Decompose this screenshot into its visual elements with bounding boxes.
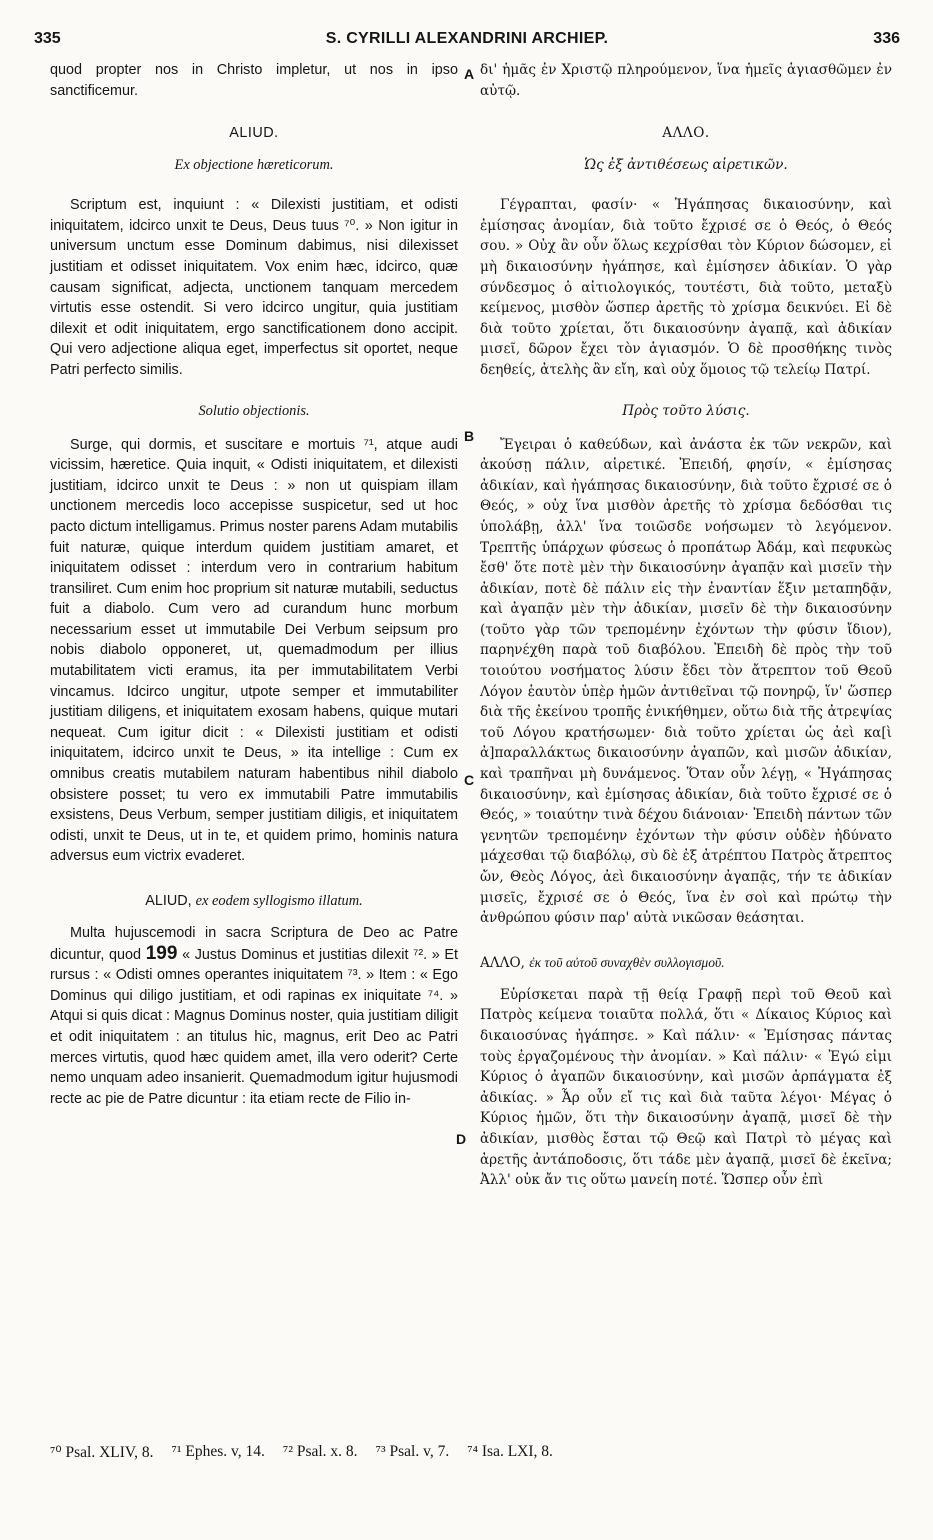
latin-column — [50, 60, 458, 1109]
column-number: 199 — [145, 942, 178, 964]
latin-paragraph-3 — [50, 923, 458, 1109]
marker-c: C — [464, 772, 475, 788]
greek-paragraph-1: Γέγραπται, φασίν· « Ἠγάπησας δικαιοσύνην, καὶ ἐμίσησας ἀνομίαν, διὰ τοῦτο ἔχρισέ σε ὁ Θεός, ὁ Θεός σου. » Οὐχ ἂν οὖν ὅλως κεχρίσθαι τὸν Κύριον δώσομεν, εἰ μὴ δικαιοσύνην ἠγάπησε, καὶ ἐμίσησεν ἀδικίαν. Ὁ γὰρ σύνδεσμος ὁ αἰτιολογικός, τουτέστι, διὰ τοῦτο, μεταξὺ κείμενος, μισθὸν ὥσπερ ἀρετῆς τὸ χρίσμα δεικνύει. Εἰ δὲ διὰ τοῦτο χρίεται, ὅτι δικαιοσύνην ἀγαπᾷ, καὶ ἀδικίαν μισεῖ, δῶρον ἔχει τὸν ἁγιασμόν. Ὁ δὲ προσθήκης τινὸς δεηθείς, ἀτελὴς ἂν εἴη, καὶ οὐχ ὅμοιος τῷ τελείῳ Πατρί. — [480, 197, 892, 378]
latin-aliud2-subtitle: ex eodem syllogismo illatum. — [195, 893, 363, 909]
latin-paragraph-2: Surge, qui dormis, et suscitare e mortuis ⁷¹, atque audi vicissim, hæretice. Quia inquit, « Odisti iniquitatem, et dilexisti justitiam, idcirco unxit te Deus : » non ut quispiam illam unctionem mercedis loco accepisse suspicetur, sed ut hoc pacto dictum intelligamus. Primus noster parens Adam mutabilis fuit naturæ, quique interdum quidem justitiam amaret, et iniquitatem odisset : interdum vero in contrarium habitum transiliret. Cum enim hoc proprium sit naturæ mutabili, seductus fuit a diabolo. Cum vero ad curandum hunc morbum necessarium esset ut immutabile Dei Verbum seipsum pro nobis diabolo opponeret, ut, quemadmodum per illius mutabilitatem victi eramus, ita per immutabilitatem Verbi vincamus. Idcirco ungitur, utpote semper et immutabiliter justitiam diligens, et iniquitatem exosam habens, quique mutari nequeat. Cum igitur dicit : « Dilexisti justitiam et odisti iniquitatem, idcirco unxit te Deus, » ita intellige : Cum ex omnibus creatis mutabilem naturam habentibus nihil diabolo obsistere posset; tu vero ex immutabili Patre immutabilis exsistens, Deus Verbum, semper justitiam diligis, et iniquitatem odisti, unxit te Deus, ut in te, et quidem primo, hominis natura adversus eum victrix evaderet. — [50, 436, 458, 865]
greek-intro: δι' ἡμᾶς ἐν Χριστῷ πληρούμενον, ἵνα ἡμεῖς ἁγιασθῶμεν ἐν αὐτῷ. — [480, 62, 892, 99]
greek-allo2-heading — [480, 953, 892, 973]
running-title: S. CYRILLI ALEXANDRINI ARCHIEP. — [325, 30, 609, 47]
latin-paragraph-3-start: Multa hujuscemodi in sacra Scriptura de Deo ac Patre dicuntur, quod — [50, 925, 458, 963]
marker-a: A — [464, 66, 475, 82]
greek-allo-title: ΑΛΛΟ. — [662, 125, 710, 142]
footnotes — [50, 1443, 900, 1462]
greek-allo2-subtitle: ἐκ τοῦ αὐτοῦ συναχθὲν συλλογισμοῦ. — [529, 954, 725, 970]
greek-paragraph-2: Ἔγειραι ὁ καθεύδων, καὶ ἀνάστα ἐκ τῶν νεκρῶν, καὶ ἀκούσῃ πάλιν, αἱρετικέ. Ἐπειδή, φησίν, « ἐμίσησας ἀδικίαν, καὶ ἠγάπησας δικαιοσύνην, διὰ τοῦτο ἔχρισέ σε ὁ Θεός, » οὐχ ἵνα μισθὸν ἀρετῆς τὸ χρίσμα δεδόσθαι τις ὑπολάβῃ, ἀλλ' ἵνα τοιῶσδε νοήσωμεν τὸ λεγόμενον. Τρεπτῆς ὑπάρχων φύσεως ὁ προπάτωρ Ἀδάμ, καὶ πεφυκὼς ἔσθ' ὅτε ποτὲ μὲν τὴν δικαιοσύνην ἀγαπᾷν καὶ μισεῖν τὴν ἀδικίαν, ποτὲ δὲ πάλιν εἰς τὴν ἐναντίαν ἕξιν μεταπηδᾷν, καὶ ἀγαπᾷν μὲν τὴν ἀδικίαν, μισεῖν δὲ τὴν δικαιοσύνην (τοῦτο γὰρ τῶν τρεπομένην ἐχόντων τὴν φύσιν ἴδιον), παρηνέχθη παρὰ τοῦ διαβόλου. Ἐπειδὴ δὲ πρὸς τὴν τοῦ τοιούτου νοσήματος λύσιν ἔδει τὸν ἄτρεπτον τοῦ Θεοῦ Λόγον ἑαυτὸν ὑπὲρ ἡμῶν ἀντιθεῖναι τῷ πονηρῷ, ἵν' ὥσπερ διὰ τῆς ἐκείνου τροπῆς ἐνικήθημεν, οὕτω διὰ τῆς ἀτρεψίας τοῦ Λόγου κρατήσωμεν· διὰ τοῦτο χρίεται ὡς ἀεὶ κα[ὶ ἀ]παραλλάκτως δικαιοσύνην ἀγαπῶν, καὶ μισῶν ἀδικίαν, καὶ τραπῆναι μὴ δυνάμενος. Ὅταν οὖν λέγῃ, « Ἠγάπησας δικαιοσύνην, καὶ ἐμίσησας ἀδικίαν, διὰ τοῦτο ἔχρισέ σε ὁ Θεός, » τοιαύτην τινὰ δέχου διάνοιαν· Ἐπειδὴ πάντων τῶν γενητῶν τρεπομένην ἐχόντων τὴν φύσιν οὐδὲν ἠδύνατο μάχεσθαι τῷ διαβόλῳ, σὺ δὲ ἐξ ἀτρέπτου Πατρὸς ἄτρεπτος ὤν, Θεὸς Λόγος, ἀεὶ δικαιοσύνην ἀγαπᾷς, τήν τε ἀδικίαν μισεῖς, ἔχρισέ σε ὁ Θεός, ἵνα ἐν σοὶ καὶ πρώτῳ τὴν ἀνθρώπου φύσιν παρ' αὐτὰ νικῶσαν θεάσηται. — [480, 436, 892, 927]
latin-paragraph-3-rest: « Justus Dominus et justitias dilexit ⁷². » Et rursus : « Odisti omnes operantes iniquitatem ⁷³. » Item : « Ego Dominus qui diligo justitiam, et odi rapinas ex iniquitate ⁷⁴. » Atqui si quis dicat : Magnus Dominus noster, quia justitiam diligit et odit iniquitatem : an titulus hic, magnus, erit Deo ac Patri merces virtutis, quod hæc quidem amet, illa vero oderit? Certe nemo unquam adeo insanierit. Quemadmodum igitur hujusmodi recte ac pie de Patre dicuntur : ita etiam recte de Filio in- — [50, 946, 458, 1107]
footnote-72: ⁷² Psal. x. 8. — [282, 1443, 358, 1460]
latin-solutio-heading: Solutio objectionis. — [198, 402, 310, 419]
marker-d: D — [456, 1131, 467, 1147]
left-page-number: 335 — [34, 30, 61, 47]
latin-aliud-title: ALIUD. — [229, 125, 279, 142]
greek-allo-subtitle: Ὡς ἐξ ἀντιθέσεως αἱρετικῶν. — [584, 157, 788, 174]
footnote-71: ⁷¹ Ephes. v, 14. — [171, 1443, 265, 1460]
greek-solutio-heading: Πρὸς τοῦτο λύσις. — [622, 402, 750, 419]
footnote-70: ⁷⁰ Psal. XLIV, 8. — [50, 1444, 154, 1461]
latin-aliud-subtitle: Ex objectione hæreticorum. — [174, 157, 334, 174]
greek-allo2-label: ΑΛΛΟ, — [480, 954, 525, 971]
latin-intro: quod propter nos in Christo impletur, ut nos in ipso sanctificemur. — [50, 62, 458, 99]
latin-aliud2-heading — [50, 891, 458, 911]
running-header — [34, 30, 900, 56]
right-page-number: 336 — [873, 30, 900, 47]
latin-paragraph-1: Scriptum est, inquiunt : « Dilexisti justitiam, et odisti iniquitatem, idcirco unxit te Deus, Deus tuus ⁷⁰. » Non igitur in universum unctum esse Dominum dabimus, nisi dilexisset justitiam et odisset iniquitatem. Vox enim hæc, idcirco, quæ causam significat, adjecta, unctionem tanquam mercedem virtutis esse ostendit. Si vero idcirco ungitur, quia justitiam dilexit et odit iniquitatem, ergo sanctificationem dono accipit. Qui vero adjectione aliqua eget, imperfectus sit oportet, neque Patri perfecto similis. — [50, 197, 458, 378]
footnote-74: ⁷⁴ Isa. LXI, 8. — [467, 1443, 553, 1460]
marker-b: B — [464, 428, 475, 444]
footnote-73: ⁷³ Psal. v, 7. — [375, 1443, 450, 1460]
latin-aliud2-label: ALIUD, — [145, 893, 192, 909]
greek-paragraph-3: Εὑρίσκεται παρὰ τῇ θείᾳ Γραφῇ περὶ τοῦ Θεοῦ καὶ Πατρὸς κείμενα τοιαῦτα πολλά, ὅτι « Δίκαιος Κύριος καὶ δικαιοσύνας ἠγάπησε. » Καὶ πάλιν· « Ἐμίσησας πάντας τοὺς ἐργαζομένους τὴν ἀνομίαν. » Καὶ πάλιν· « Ἐγώ εἰμι Κύριος ὁ ἀγαπῶν δικαιοσύνην, καὶ μισῶν ἁρπάγματα ἐξ ἀδικίας. » Ἆρ οὖν εἴ τις καὶ διὰ ταῦτα λέγοι· Μέγας ὁ Κύριος ἡμῶν, ὅτι τὴν δικαιοσύνην ἀγαπᾷ, μισεῖ δὲ τὴν ἀδικίαν, μισθὸς ἔσται τῷ Θεῷ καὶ Πατρὶ τὸ μέγας καὶ ἀρετῆς ἀντάποδοσις, ὅτι τάδε μὲν ἀγαπᾷ, μισεῖ δὲ ἐκεῖνα; Ἀλλ' οὐκ ἄν τις οὕτω μανείη ποτέ. Ὥσπερ οὖν ἐπὶ — [480, 986, 892, 1189]
greek-column — [480, 60, 892, 1191]
